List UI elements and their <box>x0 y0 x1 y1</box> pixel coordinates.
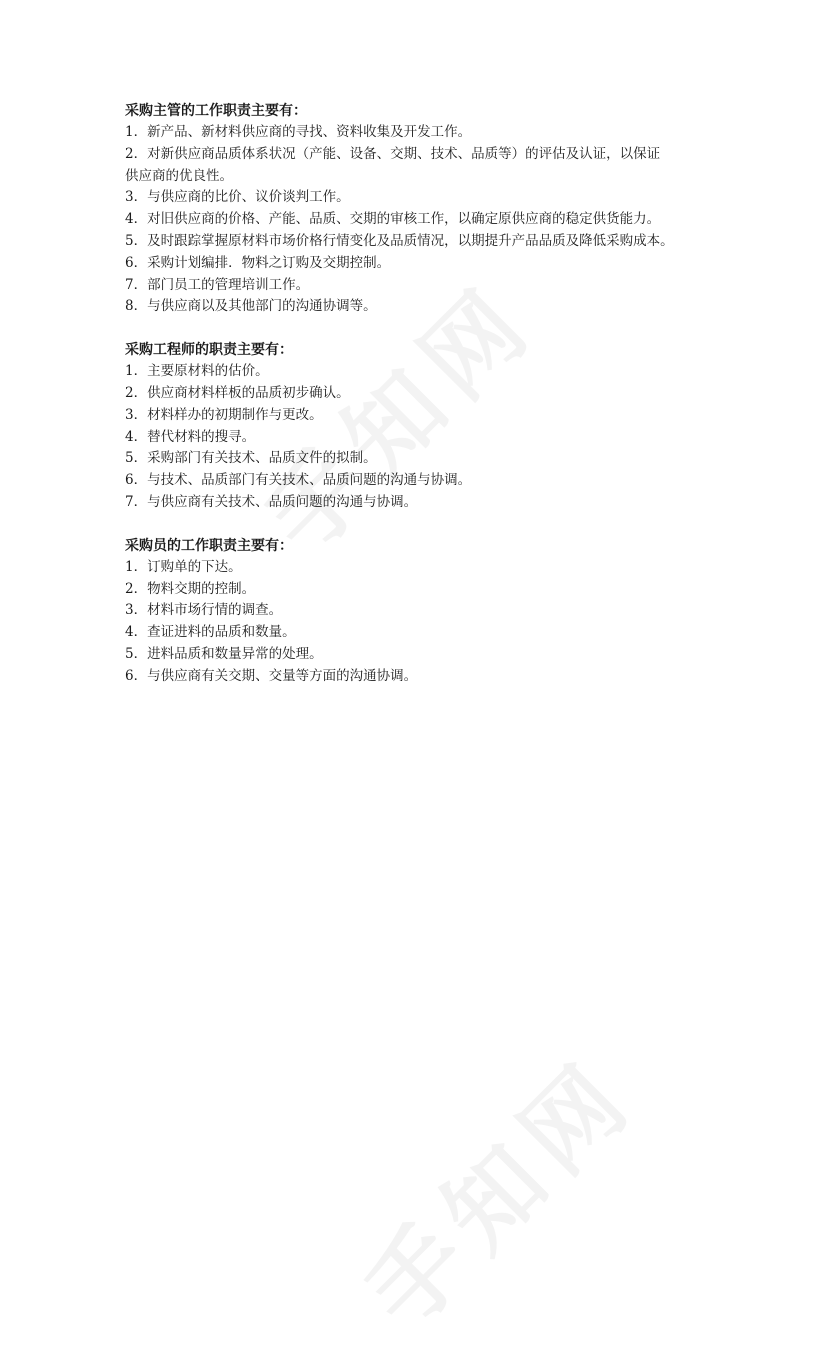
item-number: 1． <box>125 124 148 140</box>
item-text: 对新供应商品质体系状况（产能、设备、交期、技术、品质等）的评估及认证，以保证 <box>147 145 661 162</box>
list-item <box>125 383 725 405</box>
section-title: 采购员的工作职责主要有： <box>125 537 293 554</box>
list-item <box>125 470 725 492</box>
item-number: 8． <box>125 298 148 315</box>
item-text: 及时跟踪掌握原材料市场价格行情变化及品质情况，以期提升产品品质及降低采购成本。 <box>147 232 674 249</box>
section-title: 采购主管的工作职责主要有： <box>125 103 307 119</box>
item-number: 1． <box>125 363 148 380</box>
item-number: 5． <box>125 645 148 662</box>
section-title: 采购工程师的职责主要有： <box>125 342 293 359</box>
item-number: 4． <box>125 428 148 445</box>
item-number: 4． <box>125 624 148 641</box>
item-number: 6． <box>125 667 148 684</box>
item-text: 进料品质和数量异常的处理。 <box>147 645 323 662</box>
item-text: 与供应商有关技术、品质问题的沟通与协调。 <box>147 493 418 510</box>
watermark-bottom <box>330 1023 660 1353</box>
list-item <box>125 666 725 688</box>
item-text: 对旧供应商的价格、产能、品质、交期的审核工作，以确定原供应商的稳定供货能力。 <box>147 211 661 228</box>
list-item <box>125 209 725 231</box>
list-item <box>125 144 725 166</box>
item-number: 6． <box>125 254 148 271</box>
list-item <box>125 557 725 579</box>
item-number: 7． <box>125 276 148 293</box>
item-text: 替代材料的搜寻。 <box>147 428 256 445</box>
list-item <box>125 448 725 470</box>
item-text: 物料交期的控制。 <box>147 580 256 597</box>
item-text: 采购计划编排．物料之订购及交期控制。 <box>147 254 391 271</box>
item-text: 订购单的下达。 <box>147 558 242 575</box>
item-text: 材料市场行情的调查。 <box>147 602 283 619</box>
item-number: 2． <box>125 580 148 597</box>
item-number: 3． <box>125 602 148 619</box>
item-number: 3． <box>125 406 148 423</box>
item-text: 材料样办的初期制作与更改。 <box>147 406 323 423</box>
item-number: 3． <box>125 189 148 206</box>
section-purchasing-manager <box>125 101 725 318</box>
item-number: 5． <box>125 232 148 249</box>
list-item <box>125 361 725 383</box>
list-item <box>125 579 725 601</box>
list-item <box>125 644 725 666</box>
item-text: 供应商材料样板的品质初步确认。 <box>147 384 350 401</box>
list-item <box>125 231 725 253</box>
section-purchasing-engineer <box>125 340 725 514</box>
list-item <box>125 187 725 209</box>
item-text: 与供应商的比价、议价谈判工作。 <box>147 189 350 206</box>
list-item <box>125 600 725 622</box>
list-item <box>125 122 725 144</box>
item-text: 采购部门有关技术、品质文件的拟制。 <box>147 450 377 467</box>
item-text: 查证进料的品质和数量。 <box>147 624 296 641</box>
item-text: 与供应商有关交期、交量等方面的沟通协调。 <box>147 667 418 684</box>
item-number: 5． <box>125 450 148 467</box>
item-number: 2． <box>125 145 148 162</box>
list-item <box>125 275 725 297</box>
list-item <box>125 405 725 427</box>
item-text: 主要原材料的估价。 <box>147 363 269 380</box>
list-item-continuation: 供应商的优良性。 <box>125 167 233 184</box>
item-number: 6． <box>125 472 148 489</box>
item-number: 1． <box>125 558 148 575</box>
list-item <box>125 253 725 275</box>
section-purchaser <box>125 536 725 688</box>
item-text: 新产品、新材料供应商的寻找、资料收集及开发工作。 <box>147 124 472 140</box>
item-number: 2． <box>125 384 148 401</box>
item-text: 部门员工的管理培训工作。 <box>147 276 310 293</box>
item-number: 4． <box>125 211 148 228</box>
list-item <box>125 296 725 318</box>
list-item <box>125 492 725 514</box>
item-text: 与技术、品质部门有关技术、品质问题的沟通与协调。 <box>147 472 472 489</box>
list-item <box>125 427 725 449</box>
item-number: 7． <box>125 493 148 510</box>
item-text: 与供应商以及其他部门的沟通协调等。 <box>147 298 377 315</box>
list-item <box>125 622 725 644</box>
document-content <box>125 101 725 710</box>
